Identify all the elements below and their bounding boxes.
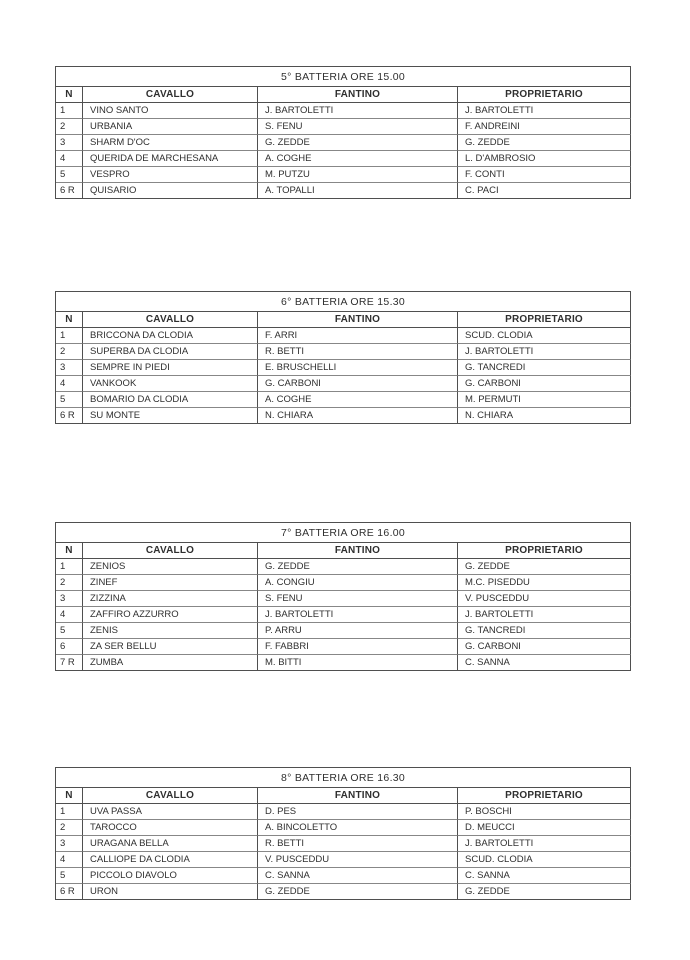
- column-header-cavallo: CAVALLO: [83, 312, 258, 328]
- cavallo-cell: CALLIOPE DA CLODIA: [83, 852, 258, 868]
- table-row: [56, 392, 631, 408]
- fantino-cell: R. BETTI: [258, 836, 458, 852]
- fantino-cell: S. FENU: [258, 119, 458, 135]
- table-title: 5° BATTERIA ORE 15.00: [56, 67, 631, 87]
- fantino-cell: A. COGHE: [258, 151, 458, 167]
- cavallo-cell: VINO SANTO: [83, 103, 258, 119]
- table-row: [56, 103, 631, 119]
- fantino-cell: F. ARRI: [258, 328, 458, 344]
- fantino-cell: V. PUSCEDDU: [258, 852, 458, 868]
- fantino-cell: A. COGHE: [258, 392, 458, 408]
- cavallo-cell: ZENIOS: [83, 559, 258, 575]
- fantino-cell: G. ZEDDE: [258, 884, 458, 900]
- column-header-proprietario: PROPRIETARIO: [458, 788, 631, 804]
- fantino-cell: A. BINCOLETTO: [258, 820, 458, 836]
- batteria-table: [55, 767, 631, 900]
- n-cell: 3: [56, 360, 83, 376]
- cavallo-cell: QUISARIO: [83, 183, 258, 199]
- n-cell: 1: [56, 328, 83, 344]
- batteria-table: [55, 66, 631, 199]
- proprietario-cell: M.C. PISEDDU: [458, 575, 631, 591]
- table-row: [56, 623, 631, 639]
- fantino-cell: D. PES: [258, 804, 458, 820]
- n-cell: 1: [56, 804, 83, 820]
- n-cell: 2: [56, 575, 83, 591]
- table-row: [56, 360, 631, 376]
- cavallo-cell: ZINEF: [83, 575, 258, 591]
- proprietario-cell: G. CARBONI: [458, 376, 631, 392]
- n-cell: 2: [56, 344, 83, 360]
- cavallo-cell: UVA PASSA: [83, 804, 258, 820]
- proprietario-cell: J. BARTOLETTI: [458, 103, 631, 119]
- fantino-cell: G. ZEDDE: [258, 559, 458, 575]
- n-cell: 5: [56, 623, 83, 639]
- table-row: [56, 607, 631, 623]
- batteria-table: [55, 291, 631, 424]
- table-row: [56, 836, 631, 852]
- n-cell: 5: [56, 868, 83, 884]
- table-row: [56, 167, 631, 183]
- n-cell: 4: [56, 151, 83, 167]
- proprietario-cell: C. SANNA: [458, 868, 631, 884]
- fantino-cell: P. ARRU: [258, 623, 458, 639]
- table-row: [56, 852, 631, 868]
- fantino-cell: A. CONGIU: [258, 575, 458, 591]
- n-cell: 1: [56, 103, 83, 119]
- column-header-fantino: FANTINO: [258, 87, 458, 103]
- cavallo-cell: URON: [83, 884, 258, 900]
- table-row: [56, 135, 631, 151]
- proprietario-cell: N. CHIARA: [458, 408, 631, 424]
- proprietario-cell: G. ZEDDE: [458, 559, 631, 575]
- column-header-proprietario: PROPRIETARIO: [458, 312, 631, 328]
- column-header-cavallo: CAVALLO: [83, 543, 258, 559]
- cavallo-cell: TAROCCO: [83, 820, 258, 836]
- fantino-cell: A. TOPALLI: [258, 183, 458, 199]
- n-cell: 1: [56, 559, 83, 575]
- table-title: 6° BATTERIA ORE 15.30: [56, 292, 631, 312]
- n-cell: 3: [56, 135, 83, 151]
- proprietario-cell: C. SANNA: [458, 655, 631, 671]
- cavallo-cell: URBANIA: [83, 119, 258, 135]
- n-cell: 5: [56, 392, 83, 408]
- proprietario-cell: G. TANCREDI: [458, 360, 631, 376]
- fantino-cell: J. BARTOLETTI: [258, 607, 458, 623]
- cavallo-cell: VANKOOK: [83, 376, 258, 392]
- table-row: [56, 591, 631, 607]
- n-cell: 4: [56, 607, 83, 623]
- proprietario-cell: G. ZEDDE: [458, 135, 631, 151]
- column-header-n: N: [56, 312, 83, 328]
- cavallo-cell: SHARM D'OC: [83, 135, 258, 151]
- fantino-cell: F. FABBRI: [258, 639, 458, 655]
- batteria-table: [55, 522, 631, 671]
- column-header-fantino: FANTINO: [258, 312, 458, 328]
- fantino-cell: M. BITTI: [258, 655, 458, 671]
- proprietario-cell: J. BARTOLETTI: [458, 836, 631, 852]
- column-header-proprietario: PROPRIETARIO: [458, 543, 631, 559]
- n-cell: 4: [56, 376, 83, 392]
- cavallo-cell: PICCOLO DIAVOLO: [83, 868, 258, 884]
- cavallo-cell: ZIZZINA: [83, 591, 258, 607]
- table-row: [56, 655, 631, 671]
- table-row: [56, 376, 631, 392]
- proprietario-cell: F. CONTI: [458, 167, 631, 183]
- column-header-fantino: FANTINO: [258, 788, 458, 804]
- n-cell: 6 R: [56, 884, 83, 900]
- cavallo-cell: QUERIDA DE MARCHESANA: [83, 151, 258, 167]
- fantino-cell: M. PUTZU: [258, 167, 458, 183]
- proprietario-cell: J. BARTOLETTI: [458, 344, 631, 360]
- proprietario-cell: L. D'AMBROSIO: [458, 151, 631, 167]
- proprietario-cell: M. PERMUTI: [458, 392, 631, 408]
- fantino-cell: G. CARBONI: [258, 376, 458, 392]
- table-row: [56, 868, 631, 884]
- n-cell: 7 R: [56, 655, 83, 671]
- table-row: [56, 119, 631, 135]
- cavallo-cell: ZUMBA: [83, 655, 258, 671]
- fantino-cell: S. FENU: [258, 591, 458, 607]
- table-row: [56, 575, 631, 591]
- table-row: [56, 804, 631, 820]
- cavallo-cell: SUPERBA DA CLODIA: [83, 344, 258, 360]
- proprietario-cell: P. BOSCHI: [458, 804, 631, 820]
- proprietario-cell: F. ANDREINI: [458, 119, 631, 135]
- column-header-n: N: [56, 543, 83, 559]
- n-cell: 2: [56, 119, 83, 135]
- proprietario-cell: G. TANCREDI: [458, 623, 631, 639]
- column-header-n: N: [56, 788, 83, 804]
- table-row: [56, 151, 631, 167]
- n-cell: 6 R: [56, 183, 83, 199]
- table-title: 7° BATTERIA ORE 16.00: [56, 523, 631, 543]
- table-row: [56, 183, 631, 199]
- cavallo-cell: VESPRO: [83, 167, 258, 183]
- table-row: [56, 408, 631, 424]
- column-header-n: N: [56, 87, 83, 103]
- proprietario-cell: SCUD. CLODIA: [458, 328, 631, 344]
- table-row: [56, 559, 631, 575]
- column-header-fantino: FANTINO: [258, 543, 458, 559]
- column-header-cavallo: CAVALLO: [83, 87, 258, 103]
- proprietario-cell: V. PUSCEDDU: [458, 591, 631, 607]
- cavallo-cell: BOMARIO DA CLODIA: [83, 392, 258, 408]
- table-row: [56, 639, 631, 655]
- cavallo-cell: URAGANA BELLA: [83, 836, 258, 852]
- proprietario-cell: G. ZEDDE: [458, 884, 631, 900]
- column-header-cavallo: CAVALLO: [83, 788, 258, 804]
- fantino-cell: G. ZEDDE: [258, 135, 458, 151]
- proprietario-cell: C. PACI: [458, 183, 631, 199]
- fantino-cell: E. BRUSCHELLI: [258, 360, 458, 376]
- fantino-cell: C. SANNA: [258, 868, 458, 884]
- cavallo-cell: ZA SER BELLU: [83, 639, 258, 655]
- n-cell: 3: [56, 591, 83, 607]
- n-cell: 3: [56, 836, 83, 852]
- cavallo-cell: BRICCONA DA CLODIA: [83, 328, 258, 344]
- table-row: [56, 328, 631, 344]
- n-cell: 4: [56, 852, 83, 868]
- n-cell: 2: [56, 820, 83, 836]
- column-header-proprietario: PROPRIETARIO: [458, 87, 631, 103]
- n-cell: 5: [56, 167, 83, 183]
- table-row: [56, 344, 631, 360]
- cavallo-cell: SU MONTE: [83, 408, 258, 424]
- proprietario-cell: J. BARTOLETTI: [458, 607, 631, 623]
- n-cell: 6 R: [56, 408, 83, 424]
- proprietario-cell: SCUD. CLODIA: [458, 852, 631, 868]
- proprietario-cell: D. MEUCCI: [458, 820, 631, 836]
- n-cell: 6: [56, 639, 83, 655]
- cavallo-cell: ZAFFIRO AZZURRO: [83, 607, 258, 623]
- cavallo-cell: SEMPRE IN PIEDI: [83, 360, 258, 376]
- proprietario-cell: G. CARBONI: [458, 639, 631, 655]
- fantino-cell: J. BARTOLETTI: [258, 103, 458, 119]
- table-row: [56, 884, 631, 900]
- cavallo-cell: ZENIS: [83, 623, 258, 639]
- fantino-cell: N. CHIARA: [258, 408, 458, 424]
- fantino-cell: R. BETTI: [258, 344, 458, 360]
- table-row: [56, 820, 631, 836]
- table-title: 8° BATTERIA ORE 16.30: [56, 768, 631, 788]
